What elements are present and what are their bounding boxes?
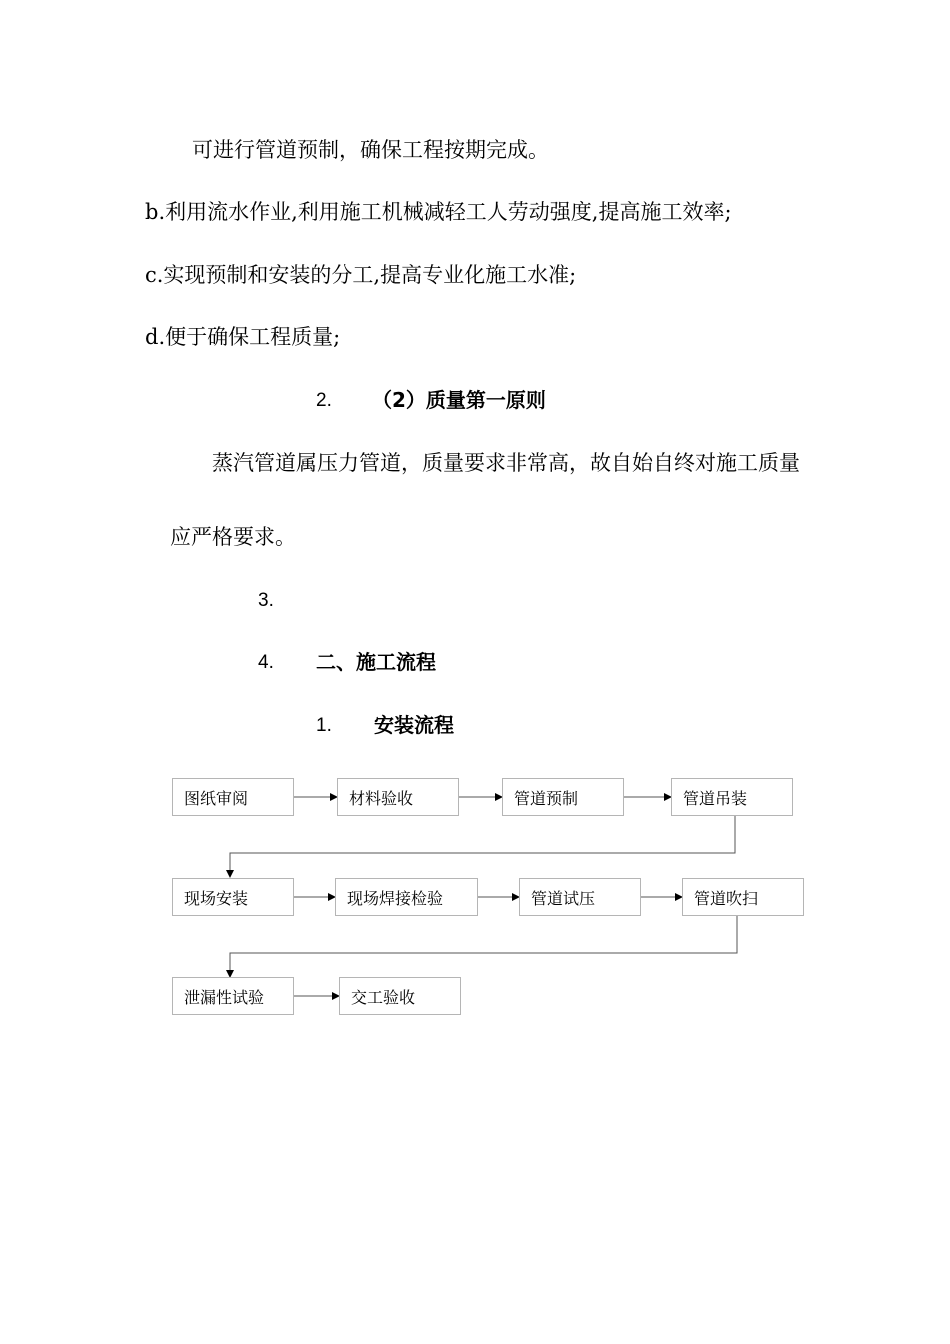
heading-number-2: 2.	[316, 390, 332, 411]
heading-install-flow: 安装流程	[374, 713, 454, 737]
flow-step-material-acceptance: 材料验收	[337, 778, 459, 816]
paragraph-quality-line-2: 应严格要求。	[170, 525, 296, 549]
heading-number-1: 1.	[316, 715, 332, 736]
flow-step-pipe-prefab: 管道预制	[502, 778, 624, 816]
flow-step-pipe-hoisting: 管道吊装	[671, 778, 793, 816]
paragraph-line-1: 可进行管道预制，确保工程按期完成。	[192, 138, 549, 162]
connector-r1-r2	[230, 816, 735, 877]
heading-number-3: 3.	[258, 590, 274, 611]
heading-construction-flow: 二、施工流程	[316, 650, 436, 674]
flow-step-weld-inspection: 现场焊接检验	[335, 878, 478, 916]
flow-step-leak-test: 泄漏性试验	[172, 977, 294, 1015]
flow-step-pipe-purge: 管道吹扫	[682, 878, 804, 916]
paragraph-item-b: b.利用流水作业,利用施工机械减轻工人劳动强度,提高施工效率;	[145, 200, 732, 224]
flow-step-pressure-test: 管道试压	[519, 878, 641, 916]
paragraph-item-c: c.实现预制和安装的分工,提高专业化施工水准;	[145, 263, 577, 287]
heading-number-4: 4.	[258, 652, 274, 673]
heading-quality-first: （2）质量第一原则	[372, 388, 546, 412]
flow-step-handover: 交工验收	[339, 977, 461, 1015]
paragraph-item-d: d.便于确保工程质量;	[145, 325, 341, 349]
flow-step-site-install: 现场安装	[172, 878, 294, 916]
connector-r2-r3	[230, 916, 737, 977]
paragraph-quality-line-1: 蒸汽管道属压力管道，质量要求非常高，故自始自终对施工质量	[212, 451, 800, 475]
flow-step-drawing-review: 图纸审阅	[172, 778, 294, 816]
